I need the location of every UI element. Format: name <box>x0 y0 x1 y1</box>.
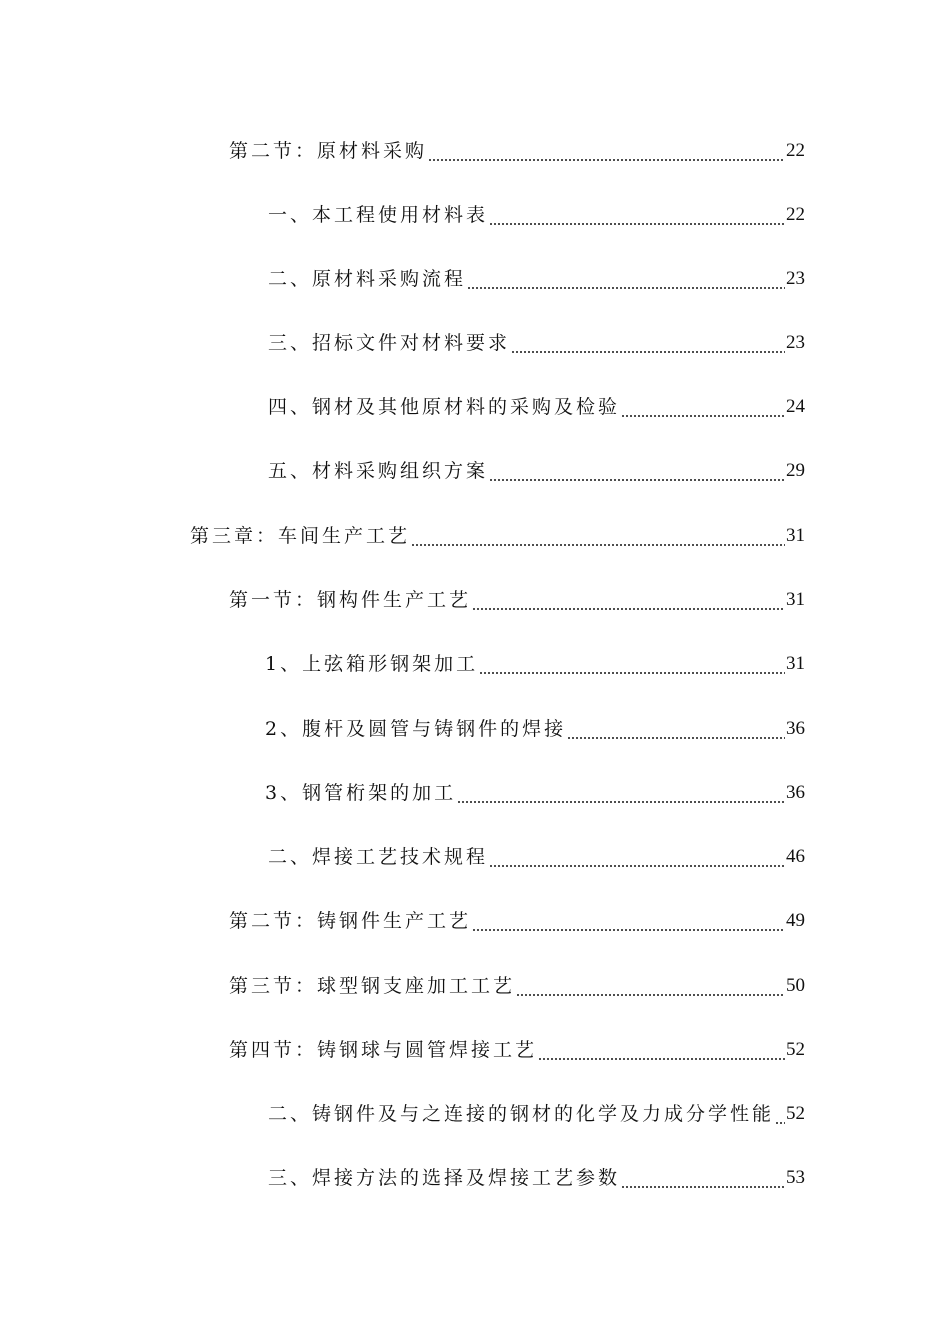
dot-leader <box>621 1163 785 1193</box>
dot-leader <box>489 200 785 230</box>
toc-entry-page: 24 <box>786 396 805 417</box>
toc-entry-label: 第二节：铸钢件生产工艺 <box>229 910 472 932</box>
dot-leader <box>472 906 785 936</box>
dot-leader <box>775 1099 785 1129</box>
dot-leader <box>538 1035 785 1065</box>
toc-entry[interactable] <box>229 1035 805 1065</box>
toc-entry[interactable] <box>268 1099 805 1129</box>
toc-entry[interactable] <box>268 456 805 486</box>
toc-entry-page: 29 <box>786 460 805 481</box>
toc-entry[interactable] <box>268 264 805 294</box>
toc-entry-label: 二、焊接工艺技术规程 <box>268 846 489 868</box>
dot-leader <box>428 136 785 166</box>
dot-leader <box>472 585 785 615</box>
dot-leader <box>489 456 785 486</box>
toc-entry[interactable] <box>268 842 805 872</box>
toc-entry[interactable] <box>190 521 805 551</box>
toc-entry-page: 23 <box>786 268 805 289</box>
toc-entry-label: 3、钢管桁架的加工 <box>265 782 457 804</box>
toc-entry-label: 第三章：车间生产工艺 <box>190 525 411 547</box>
toc-entry-page: 46 <box>786 846 805 867</box>
toc-entry-label: 1、上弦箱形钢架加工 <box>265 653 479 675</box>
toc-entry-page: 22 <box>786 140 805 161</box>
toc-entry[interactable] <box>229 136 805 166</box>
toc-entry-page: 50 <box>786 975 805 996</box>
dot-leader <box>489 842 785 872</box>
toc-entry-label: 四、钢材及其他原材料的采购及检验 <box>268 396 621 418</box>
toc-entry-label: 一、本工程使用材料表 <box>268 204 489 226</box>
toc-entry-page: 31 <box>786 525 805 546</box>
toc-entry[interactable] <box>268 1163 805 1193</box>
toc-entry-label: 三、焊接方法的选择及焊接工艺参数 <box>268 1167 621 1189</box>
toc-entry-page: 36 <box>786 718 805 739</box>
dot-leader <box>621 392 785 422</box>
toc-entry[interactable] <box>268 392 805 422</box>
toc-entry[interactable] <box>268 200 805 230</box>
toc-entry-page: 49 <box>786 910 805 931</box>
toc-entry-label: 第三节：球型钢支座加工工艺 <box>229 975 516 997</box>
toc-entry-page: 52 <box>786 1039 805 1060</box>
toc-entry-page: 53 <box>786 1167 805 1188</box>
toc-entry-label: 2、腹杆及圆管与铸钢件的焊接 <box>265 718 567 740</box>
toc-entry-page: 23 <box>786 332 805 353</box>
toc-entry-label: 二、原材料采购流程 <box>268 268 467 290</box>
dot-leader <box>516 971 785 1001</box>
dot-leader <box>479 649 785 679</box>
toc-entry-label: 五、材料采购组织方案 <box>268 460 489 482</box>
toc-entry-label: 二、铸钢件及与之连接的钢材的化学及力成分学性能 <box>268 1103 775 1125</box>
toc-entry-page: 36 <box>786 782 805 803</box>
dot-leader <box>411 521 785 551</box>
toc-entry[interactable] <box>229 971 805 1001</box>
toc-entry-label: 三、招标文件对材料要求 <box>268 332 511 354</box>
dot-leader <box>457 778 785 808</box>
toc-entry-label: 第四节：铸钢球与圆管焊接工艺 <box>229 1039 538 1061</box>
toc-entry-label: 第一节：钢构件生产工艺 <box>229 589 472 611</box>
toc-entry[interactable] <box>265 649 805 679</box>
toc-entry[interactable] <box>229 906 805 936</box>
toc-entry-page: 31 <box>786 589 805 610</box>
toc-entry[interactable] <box>268 328 805 358</box>
dot-leader <box>467 264 785 294</box>
toc-entry-page: 52 <box>786 1103 805 1124</box>
toc-entry[interactable] <box>229 585 805 615</box>
toc-entry-page: 22 <box>786 204 805 225</box>
toc-entry-page: 31 <box>786 653 805 674</box>
toc-entry-label: 第二节：原材料采购 <box>229 140 428 162</box>
toc-entry[interactable] <box>265 714 805 744</box>
toc-entry[interactable] <box>265 778 805 808</box>
dot-leader <box>511 328 785 358</box>
dot-leader <box>567 714 785 744</box>
